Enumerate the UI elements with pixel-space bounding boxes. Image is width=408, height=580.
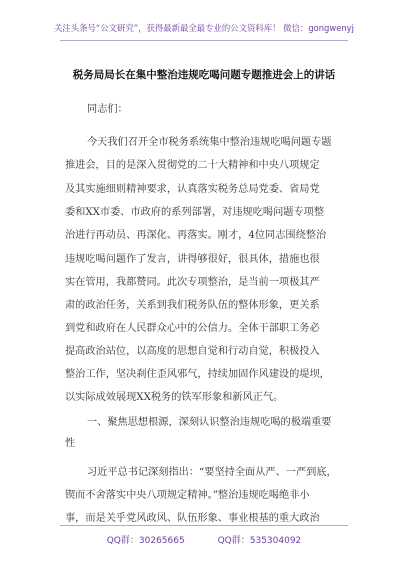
document-title: 税务局局长在集中整治违规吃喝问题专题推进会上的讲话 <box>72 69 336 81</box>
paragraph-line: 锲而不舍落实中央八项规定精神。”整治违规吃喝绝非小 <box>65 490 310 501</box>
footer-qq-group-2: QQ群：535304092 <box>217 536 302 546</box>
header-divider <box>60 40 348 41</box>
paragraph-line: 推进会，目的是深入贯彻党的二十大精神和中央八项规定 <box>65 160 320 171</box>
paragraph-line: 肃的政治任务，关系到我们税务队伍的整体形象，更关系 <box>65 300 320 311</box>
paragraph-line: 整治工作，坚决刹住歪风邪气，持续加固作风建设的堤坝， <box>65 369 330 380</box>
header-banner: 关注头条号“公文研究”，获得最新最全最专业的公文资料库！ 微信：gongwenyj <box>54 23 354 33</box>
salutation: 同志们： <box>87 104 128 115</box>
paragraph-line: 违规吃喝问题作了发言，讲得够很好，很具体，措施也很 <box>65 254 320 265</box>
paragraph-line: 委和XX市委、市政府的系列部署，对违规吃喝问题专项整 <box>65 207 325 218</box>
paragraph-line: 习近平总书记深刻指出：“要坚持全面从严、一严到底， <box>87 467 337 478</box>
paragraph-line: 以实际成效展现XX税务的铁军形象和新风正气。 <box>65 392 284 403</box>
paragraph-line: 今天我们召开全市税务系统集中整治违规吃喝问题专题 <box>87 137 332 148</box>
footer-qq-group-1: QQ群：30265665 <box>106 536 185 546</box>
paragraph-line: 及其实施细则精神要求，认真落实税务总局党委、省局党 <box>65 184 320 195</box>
footer <box>0 533 408 546</box>
paragraph-line: 治进行再动员、再深化、再落实。刚才，4位同志围绕整治 <box>65 230 327 241</box>
paragraph-line: 事，而是关乎党风政风、队伍形象、事业根基的重大政治 <box>65 513 320 524</box>
paragraph-line: 提高政治站位，以高度的思想自觉和行动自觉，积极投入 <box>65 346 320 357</box>
section-heading: 一、聚焦思想根源，深刻认识整治违规吃喝的极端重要 <box>87 417 332 428</box>
section-heading: 性 <box>65 438 76 449</box>
paragraph-line: 到党和政府在人民群众心中的公信力。全体干部职工务必 <box>65 323 320 334</box>
paragraph-line: 实在管用，我都赞同。此次专项整治，是当前一项极其严 <box>65 277 320 288</box>
